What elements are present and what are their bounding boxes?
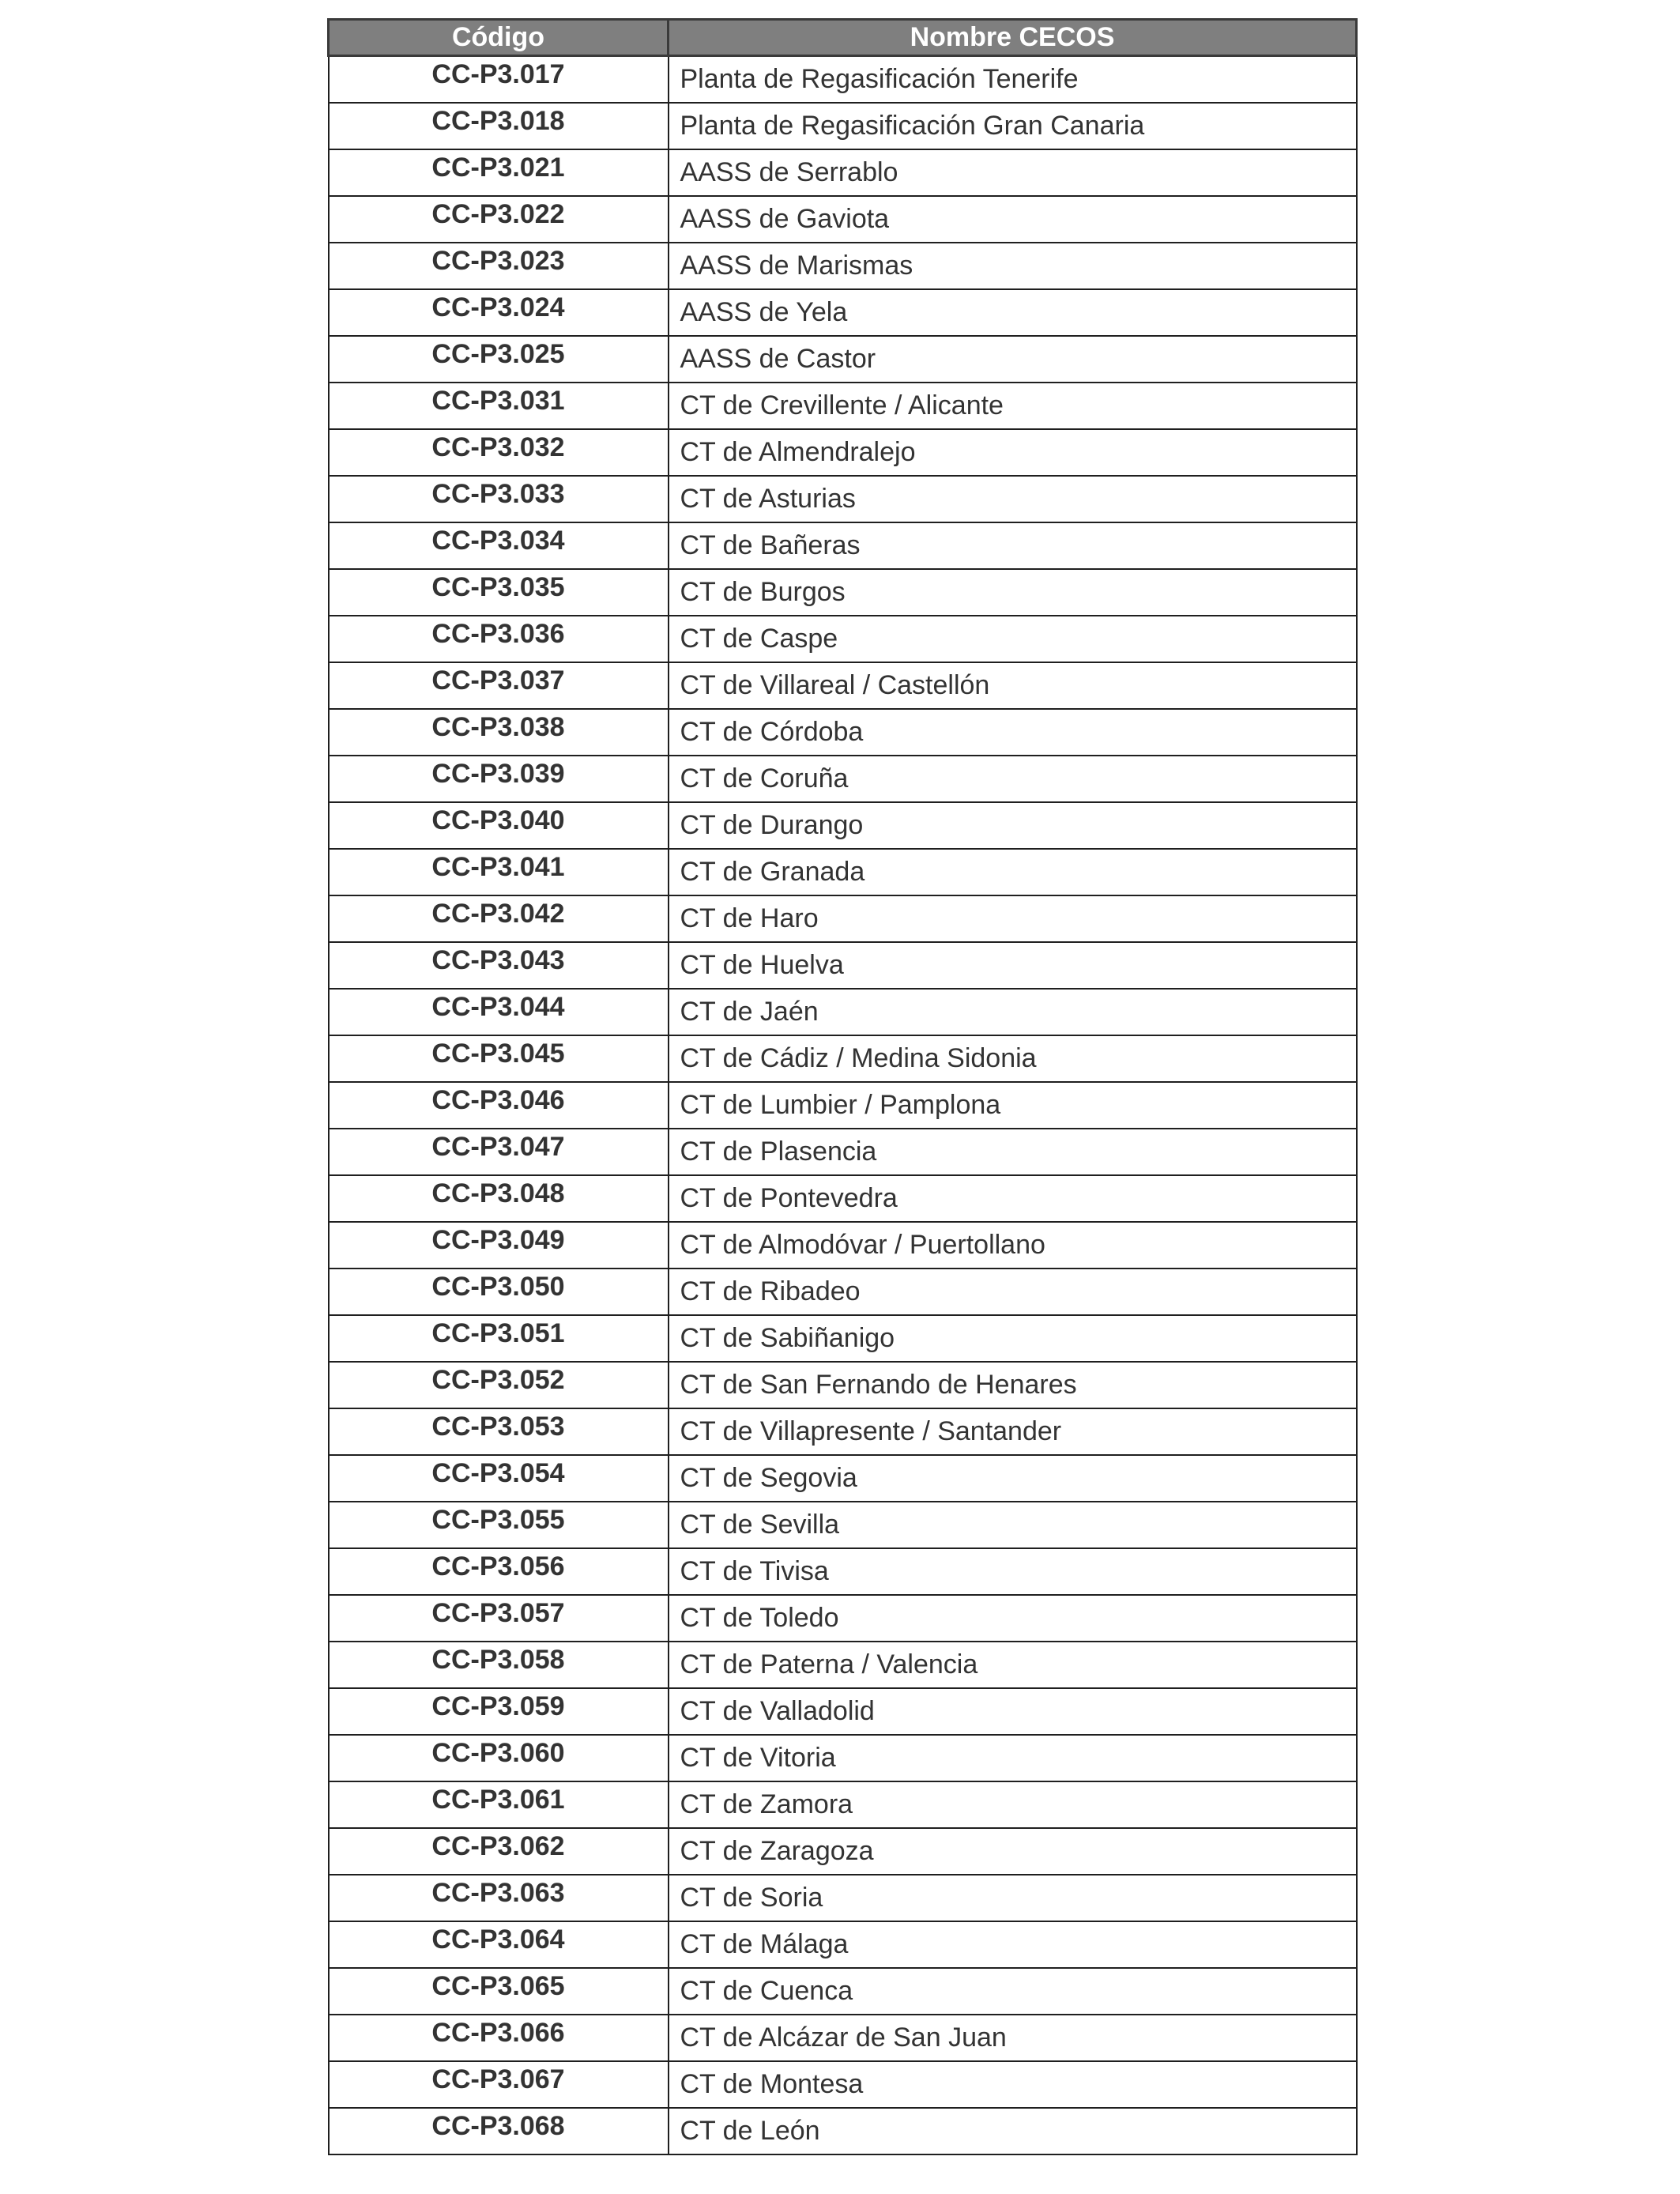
table-row xyxy=(329,1269,1357,1315)
cell-codigo: CC-P3.031 xyxy=(329,383,669,429)
cell-nombre: CT de Haro xyxy=(669,895,1357,942)
cell-codigo: CC-P3.059 xyxy=(329,1688,669,1735)
table-row xyxy=(329,1455,1357,1502)
header-nombre-cecos: Nombre CECOS xyxy=(669,20,1357,56)
cell-codigo: CC-P3.068 xyxy=(329,2108,669,2154)
table-row xyxy=(329,895,1357,942)
cell-nombre: CT de Bañeras xyxy=(669,522,1357,569)
table-row xyxy=(329,1921,1357,1968)
cell-nombre: CT de Caspe xyxy=(669,616,1357,662)
cell-codigo: CC-P3.043 xyxy=(329,942,669,989)
cell-nombre: CT de Almodóvar / Puertollano xyxy=(669,1222,1357,1269)
cell-codigo: CC-P3.039 xyxy=(329,756,669,802)
cell-codigo: CC-P3.017 xyxy=(329,56,669,104)
cell-codigo: CC-P3.060 xyxy=(329,1735,669,1781)
table-row xyxy=(329,522,1357,569)
cell-nombre: CT de Pontevedra xyxy=(669,1175,1357,1222)
table-row xyxy=(329,1035,1357,1082)
cell-codigo: CC-P3.049 xyxy=(329,1222,669,1269)
cell-nombre: CT de Vitoria xyxy=(669,1735,1357,1781)
cell-nombre: CT de Alcázar de San Juan xyxy=(669,2015,1357,2061)
cell-codigo: CC-P3.024 xyxy=(329,289,669,336)
cell-codigo: CC-P3.066 xyxy=(329,2015,669,2061)
cell-nombre: CT de Málaga xyxy=(669,1921,1357,1968)
table-row xyxy=(329,56,1357,104)
table-body xyxy=(329,56,1357,2155)
cell-nombre: CT de Ribadeo xyxy=(669,1269,1357,1315)
table-row xyxy=(329,1781,1357,1828)
table-row xyxy=(329,1502,1357,1548)
cell-nombre: Planta de Regasificación Tenerife xyxy=(669,56,1357,104)
cell-nombre: AASS de Serrablo xyxy=(669,149,1357,196)
table-row xyxy=(329,2061,1357,2108)
table-row xyxy=(329,1222,1357,1269)
table-row xyxy=(329,1082,1357,1129)
cell-nombre: CT de Coruña xyxy=(669,756,1357,802)
cell-codigo: CC-P3.048 xyxy=(329,1175,669,1222)
cell-codigo: CC-P3.018 xyxy=(329,103,669,149)
cell-codigo: CC-P3.055 xyxy=(329,1502,669,1548)
cell-codigo: CC-P3.057 xyxy=(329,1595,669,1642)
cell-codigo: CC-P3.032 xyxy=(329,429,669,476)
cell-codigo: CC-P3.034 xyxy=(329,522,669,569)
table-row xyxy=(329,1735,1357,1781)
cell-nombre: CT de San Fernando de Henares xyxy=(669,1362,1357,1408)
cell-codigo: CC-P3.042 xyxy=(329,895,669,942)
cell-codigo: CC-P3.050 xyxy=(329,1269,669,1315)
cell-nombre: AASS de Yela xyxy=(669,289,1357,336)
table-row xyxy=(329,2015,1357,2061)
table-row xyxy=(329,756,1357,802)
cell-codigo: CC-P3.061 xyxy=(329,1781,669,1828)
table-row xyxy=(329,989,1357,1035)
cell-nombre: CT de Sevilla xyxy=(669,1502,1357,1548)
cell-nombre: CT de Toledo xyxy=(669,1595,1357,1642)
cell-codigo: CC-P3.053 xyxy=(329,1408,669,1455)
table-row xyxy=(329,1642,1357,1688)
cell-codigo: CC-P3.045 xyxy=(329,1035,669,1082)
cell-codigo: CC-P3.065 xyxy=(329,1968,669,2015)
table-row xyxy=(329,429,1357,476)
table-row xyxy=(329,289,1357,336)
cell-codigo: CC-P3.023 xyxy=(329,243,669,289)
cell-codigo: CC-P3.021 xyxy=(329,149,669,196)
cell-codigo: CC-P3.062 xyxy=(329,1828,669,1875)
cell-codigo: CC-P3.036 xyxy=(329,616,669,662)
cell-codigo: CC-P3.046 xyxy=(329,1082,669,1129)
cell-nombre: CT de Cuenca xyxy=(669,1968,1357,2015)
cell-codigo: CC-P3.040 xyxy=(329,802,669,849)
cell-nombre: CT de Valladolid xyxy=(669,1688,1357,1735)
cell-nombre: CT de Huelva xyxy=(669,942,1357,989)
cell-codigo: CC-P3.033 xyxy=(329,476,669,522)
table-row xyxy=(329,1688,1357,1735)
cell-nombre: Planta de Regasificación Gran Canaria xyxy=(669,103,1357,149)
cell-nombre: CT de Córdoba xyxy=(669,709,1357,756)
cell-codigo: CC-P3.038 xyxy=(329,709,669,756)
cell-nombre: CT de Zaragoza xyxy=(669,1828,1357,1875)
cell-nombre: CT de Lumbier / Pamplona xyxy=(669,1082,1357,1129)
cell-nombre: CT de Asturias xyxy=(669,476,1357,522)
cell-codigo: CC-P3.041 xyxy=(329,849,669,895)
cell-nombre: CT de Zamora xyxy=(669,1781,1357,1828)
cell-nombre: CT de Villareal / Castellón xyxy=(669,662,1357,709)
table-row xyxy=(329,103,1357,149)
cell-codigo: CC-P3.052 xyxy=(329,1362,669,1408)
table-row xyxy=(329,1315,1357,1362)
cecos-table xyxy=(327,18,1358,2155)
cell-nombre: CT de Cádiz / Medina Sidonia xyxy=(669,1035,1357,1082)
table-row xyxy=(329,149,1357,196)
cell-codigo: CC-P3.047 xyxy=(329,1129,669,1175)
cell-codigo: CC-P3.022 xyxy=(329,196,669,243)
header-row xyxy=(329,20,1357,56)
cell-nombre: AASS de Marismas xyxy=(669,243,1357,289)
table-row xyxy=(329,336,1357,383)
cell-nombre: CT de Tivisa xyxy=(669,1548,1357,1595)
cell-codigo: CC-P3.056 xyxy=(329,1548,669,1595)
cell-codigo: CC-P3.044 xyxy=(329,989,669,1035)
table-row xyxy=(329,709,1357,756)
table-header xyxy=(329,20,1357,56)
cell-nombre: CT de Sabiñanigo xyxy=(669,1315,1357,1362)
table-row xyxy=(329,243,1357,289)
table-row xyxy=(329,196,1357,243)
table-row xyxy=(329,1875,1357,1921)
cell-nombre: CT de Durango xyxy=(669,802,1357,849)
table-row xyxy=(329,2108,1357,2154)
table-row xyxy=(329,662,1357,709)
cell-codigo: CC-P3.054 xyxy=(329,1455,669,1502)
cell-codigo: CC-P3.025 xyxy=(329,336,669,383)
cell-codigo: CC-P3.051 xyxy=(329,1315,669,1362)
table-row xyxy=(329,1362,1357,1408)
table-row xyxy=(329,616,1357,662)
cell-nombre: CT de León xyxy=(669,2108,1357,2154)
table-row xyxy=(329,569,1357,616)
table-row xyxy=(329,849,1357,895)
cell-nombre: CT de Montesa xyxy=(669,2061,1357,2108)
table-row xyxy=(329,1828,1357,1875)
cell-nombre: AASS de Castor xyxy=(669,336,1357,383)
cell-nombre: CT de Crevillente / Alicante xyxy=(669,383,1357,429)
table-row xyxy=(329,802,1357,849)
cell-nombre: CT de Paterna / Valencia xyxy=(669,1642,1357,1688)
cell-nombre: AASS de Gaviota xyxy=(669,196,1357,243)
cell-nombre: CT de Jaén xyxy=(669,989,1357,1035)
table-row xyxy=(329,1595,1357,1642)
header-codigo: Código xyxy=(329,20,669,56)
cell-nombre: CT de Plasencia xyxy=(669,1129,1357,1175)
table-row xyxy=(329,1175,1357,1222)
cell-codigo: CC-P3.063 xyxy=(329,1875,669,1921)
cell-nombre: CT de Granada xyxy=(669,849,1357,895)
cell-nombre: CT de Soria xyxy=(669,1875,1357,1921)
table-row xyxy=(329,1129,1357,1175)
cell-codigo: CC-P3.058 xyxy=(329,1642,669,1688)
cell-codigo: CC-P3.064 xyxy=(329,1921,669,1968)
cell-codigo: CC-P3.067 xyxy=(329,2061,669,2108)
cell-nombre: CT de Segovia xyxy=(669,1455,1357,1502)
cell-codigo: CC-P3.035 xyxy=(329,569,669,616)
table-row xyxy=(329,1548,1357,1595)
table-row xyxy=(329,1968,1357,2015)
table-row xyxy=(329,383,1357,429)
cell-codigo: CC-P3.037 xyxy=(329,662,669,709)
cell-nombre: CT de Almendralejo xyxy=(669,429,1357,476)
table-row xyxy=(329,1408,1357,1455)
cell-nombre: CT de Villapresente / Santander xyxy=(669,1408,1357,1455)
cell-nombre: CT de Burgos xyxy=(669,569,1357,616)
table-row xyxy=(329,942,1357,989)
table-row xyxy=(329,476,1357,522)
